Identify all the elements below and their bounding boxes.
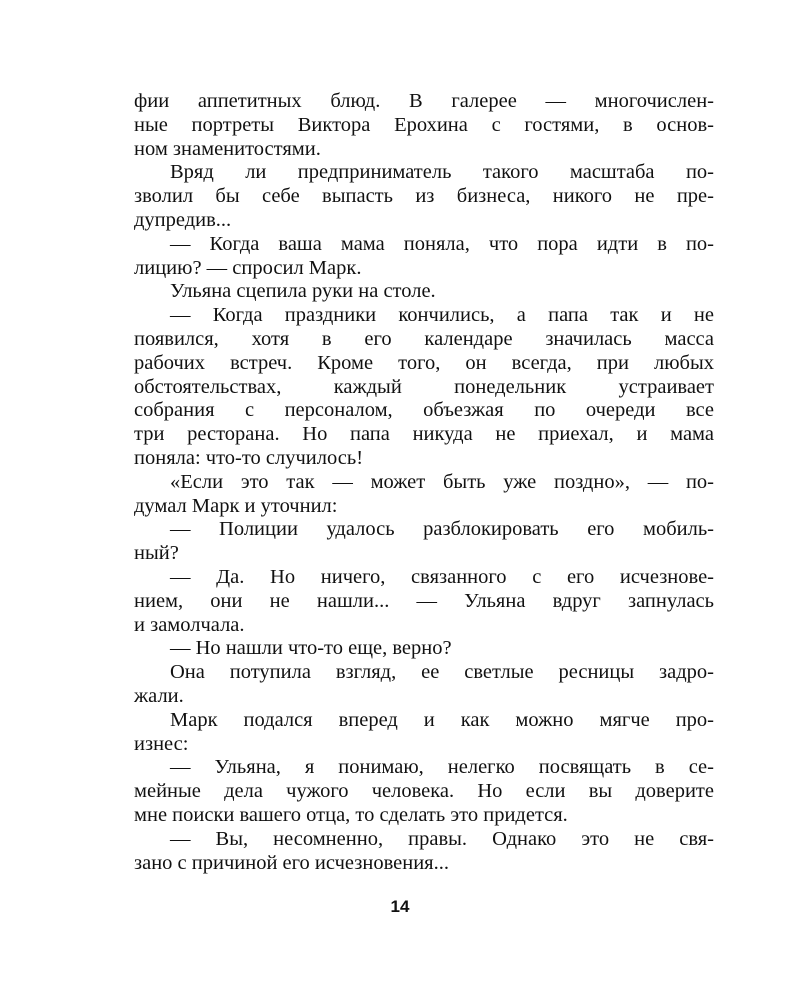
text-line: Она потупила взгляд, ее светлые ресницы задро- xyxy=(170,661,714,684)
text-line: — Ульяна, я понимаю, нелегко посвящать в се- xyxy=(170,756,714,779)
text-line: мне поиски вашего отца, то сделать это придется. xyxy=(134,803,568,826)
text-line: мейные дела чужого человека. Но если вы доверите xyxy=(134,780,714,803)
text-line: — Да. Но ничего, связанного с его исчезнове- xyxy=(170,565,714,588)
text-line: ные портреты Виктора Ерохина с гостями, в основ- xyxy=(134,113,714,136)
text-line: три ресторана. Но папа никуда не приехал, и мама xyxy=(134,423,714,446)
text-line: — Но нашли что-то еще, верно? xyxy=(170,637,452,660)
text-line: — Когда праздники кончились, а папа так и не xyxy=(170,304,714,327)
text-line: — Полиции удалось разблокировать его мобиль- xyxy=(170,518,714,541)
text-line: фии аппетитных блюд. В галерее — многочислен- xyxy=(134,90,714,112)
text-line: дупредив... xyxy=(134,208,232,231)
text-line: поняла: что-то случилось! xyxy=(134,446,364,469)
text-line: — Вы, несомненно, правы. Однако это не свя- xyxy=(170,827,714,850)
text-line: собрания с персоналом, объезжая по очереди все xyxy=(134,399,714,422)
text-line: появился, хотя в его календаре значилась масса xyxy=(134,327,714,350)
text-line: Ульяна сцепила руки на столе. xyxy=(170,280,436,303)
text-line: Марк подался вперед и как можно мягче про- xyxy=(170,708,714,731)
text-line: ном знаменитостями. xyxy=(134,137,321,160)
text-line: жали. xyxy=(134,684,184,707)
text-line: зволил бы себе выпасть из бизнеса, никого не пре- xyxy=(134,185,714,208)
text-line: «Если это так — может быть уже поздно», — по- xyxy=(170,470,714,493)
text-line: — Когда ваша мама поняла, что пора идти в по- xyxy=(170,232,714,255)
body-text xyxy=(134,90,714,875)
text-line: Вряд ли предприниматель такого масштаба по- xyxy=(170,161,714,184)
text-line: и замолчала. xyxy=(134,613,245,636)
text-line: думал Марк и уточнил: xyxy=(134,494,338,517)
text-line: зано с причиной его исчезновения... xyxy=(134,851,449,874)
page-number: 14 xyxy=(390,897,410,916)
text-line: нием, они не нашли... — Ульяна вдруг запнулась xyxy=(134,589,714,612)
text-line: лицию? — спросил Марк. xyxy=(134,256,362,279)
text-line: обстоятельствах, каждый понедельник устраивает xyxy=(134,375,714,398)
text-line: изнес: xyxy=(134,732,189,755)
text-line: рабочих встреч. Кроме того, он всегда, при любых xyxy=(134,351,714,374)
text-line: ный? xyxy=(134,542,179,565)
